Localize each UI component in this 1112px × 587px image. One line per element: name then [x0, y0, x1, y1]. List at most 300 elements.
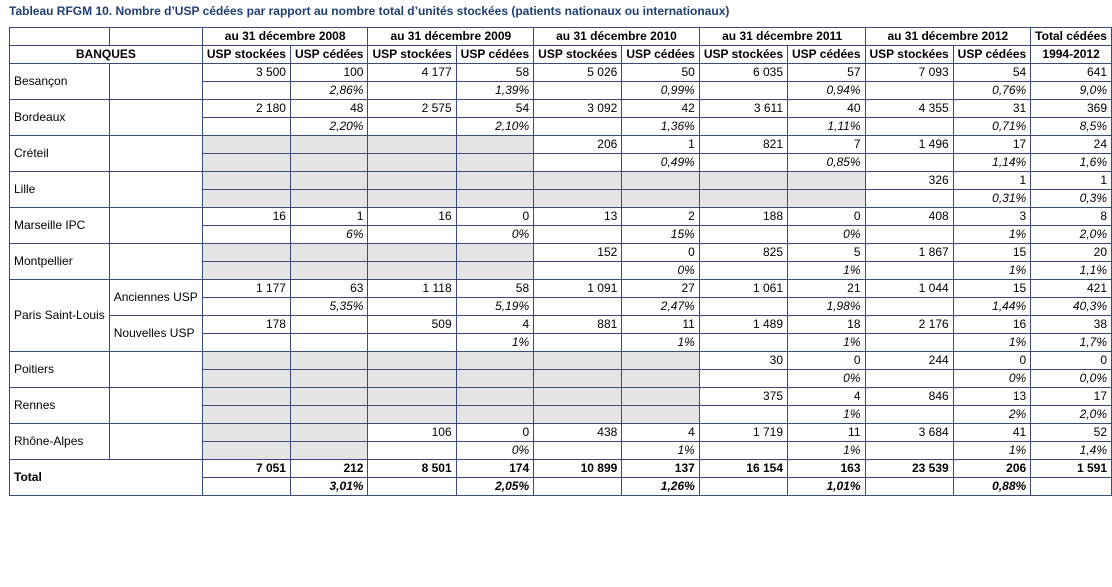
percent-cell: [865, 118, 953, 136]
stockees-header: USP stockées: [534, 46, 622, 64]
percent-cell: 1%: [953, 226, 1031, 244]
percent-cell: 0%: [953, 370, 1031, 388]
percent-cell: 1%: [953, 442, 1031, 460]
value-cell: [290, 424, 368, 442]
value-cell: [290, 316, 368, 334]
percent-cell: 1,44%: [953, 298, 1031, 316]
value-cell: 0: [788, 208, 866, 226]
value-cell: [456, 388, 534, 406]
total-value-cell: 16 154: [699, 460, 787, 478]
sub-label: [109, 64, 202, 100]
year-header-2012: au 31 décembre 2012: [865, 28, 1031, 46]
percent-cell: [202, 82, 290, 100]
percent-cell: 1%: [456, 334, 534, 352]
value-cell: 63: [290, 280, 368, 298]
stockees-header: USP stockées: [699, 46, 787, 64]
value-cell: 5: [788, 244, 866, 262]
value-cell: 40: [788, 100, 866, 118]
value-cell: 15: [953, 244, 1031, 262]
year-header-2009: au 31 décembre 2009: [368, 28, 534, 46]
total-value-cell: 23 539: [865, 460, 953, 478]
percent-cell: 2,10%: [456, 118, 534, 136]
percent-cell: 1%: [953, 334, 1031, 352]
value-cell: [290, 352, 368, 370]
percent-cell: [368, 118, 456, 136]
stockees-header: USP stockées: [202, 46, 290, 64]
percent-cell: [290, 442, 368, 460]
percent-cell: [699, 118, 787, 136]
value-cell: 1 061: [699, 280, 787, 298]
value-cell: 244: [865, 352, 953, 370]
value-cell: 178: [202, 316, 290, 334]
percent-cell: 2,0%: [1031, 406, 1112, 424]
value-cell: 408: [865, 208, 953, 226]
value-cell: 41: [953, 424, 1031, 442]
percent-cell: [699, 226, 787, 244]
value-cell: 0: [622, 244, 700, 262]
table-row: [10, 172, 1112, 190]
usp-table: [9, 27, 1112, 496]
percent-cell: [368, 370, 456, 388]
percent-cell: [202, 334, 290, 352]
percent-cell: [290, 262, 368, 280]
total-header: Total cédées: [1031, 28, 1112, 46]
value-cell: 1 489: [699, 316, 787, 334]
value-cell: 27: [622, 280, 700, 298]
percent-cell: 1,4%: [1031, 442, 1112, 460]
percent-cell: [202, 442, 290, 460]
percent-cell: 1,6%: [1031, 154, 1112, 172]
percent-cell: [202, 190, 290, 208]
percent-cell: [699, 154, 787, 172]
value-cell: [534, 172, 622, 190]
total-value-cell: 163: [788, 460, 866, 478]
percent-cell: [456, 154, 534, 172]
percent-cell: 15%: [622, 226, 700, 244]
table-row: [10, 208, 1112, 226]
value-cell: 3: [953, 208, 1031, 226]
percent-cell: [368, 406, 456, 424]
value-cell: [368, 136, 456, 154]
value-cell: 1 177: [202, 280, 290, 298]
header-empty-cell: [10, 28, 110, 46]
percent-cell: [368, 298, 456, 316]
sub-label: [109, 424, 202, 460]
year-header-2011: au 31 décembre 2011: [699, 28, 865, 46]
value-cell: 2: [622, 208, 700, 226]
percent-cell: 0,0%: [1031, 370, 1112, 388]
value-cell: 1 867: [865, 244, 953, 262]
cedees-header: USP cédées: [953, 46, 1031, 64]
bank-name: Lille: [10, 172, 110, 208]
percent-cell: 0,49%: [622, 154, 700, 172]
total-value-cell: 137: [622, 460, 700, 478]
percent-cell: [865, 406, 953, 424]
bank-name: Poitiers: [10, 352, 110, 388]
value-cell: 57: [788, 64, 866, 82]
percent-cell: [368, 334, 456, 352]
percent-cell: [699, 298, 787, 316]
value-cell: 16: [368, 208, 456, 226]
percent-cell: [534, 154, 622, 172]
percent-cell: 40,3%: [1031, 298, 1112, 316]
value-cell: [622, 388, 700, 406]
percent-cell: [456, 406, 534, 424]
value-cell: [788, 172, 866, 190]
percent-cell: [202, 406, 290, 424]
total-label: Total: [10, 460, 203, 496]
percent-cell: [368, 154, 456, 172]
year-header-2010: au 31 décembre 2010: [534, 28, 700, 46]
value-cell: 11: [788, 424, 866, 442]
value-cell: [202, 136, 290, 154]
value-cell: 0: [456, 208, 534, 226]
value-cell: 15: [953, 280, 1031, 298]
value-cell: [290, 244, 368, 262]
value-cell: [202, 388, 290, 406]
value-cell: [202, 352, 290, 370]
value-cell: 48: [290, 100, 368, 118]
value-cell: 2 180: [202, 100, 290, 118]
sub-label: [109, 100, 202, 136]
value-cell: 54: [953, 64, 1031, 82]
percent-cell: [865, 334, 953, 352]
sub-label: [109, 352, 202, 388]
percent-cell: [290, 154, 368, 172]
value-cell: [622, 172, 700, 190]
percent-cell: [699, 262, 787, 280]
stockees-header: USP stockées: [865, 46, 953, 64]
percent-cell: 1,39%: [456, 82, 534, 100]
total-row: [10, 460, 1112, 478]
percent-cell: 1%: [622, 442, 700, 460]
value-cell: 21: [788, 280, 866, 298]
value-cell: 2 176: [865, 316, 953, 334]
percent-cell: 0,85%: [788, 154, 866, 172]
percent-cell: [534, 334, 622, 352]
total-percent-cell: [368, 478, 456, 496]
percent-cell: [622, 370, 700, 388]
value-cell: 821: [699, 136, 787, 154]
percent-cell: 0,76%: [953, 82, 1031, 100]
value-cell: [622, 352, 700, 370]
percent-cell: 0%: [788, 370, 866, 388]
value-cell: 54: [456, 100, 534, 118]
percent-cell: [368, 82, 456, 100]
value-cell: 1 118: [368, 280, 456, 298]
total-value-cell: 174: [456, 460, 534, 478]
cedees-header: USP cédées: [622, 46, 700, 64]
percent-cell: 2%: [953, 406, 1031, 424]
percent-cell: 0,31%: [953, 190, 1031, 208]
percent-cell: [534, 298, 622, 316]
percent-cell: [865, 154, 953, 172]
value-cell: 3 500: [202, 64, 290, 82]
cedees-header: USP cédées: [456, 46, 534, 64]
percent-cell: [699, 190, 787, 208]
bank-name: Créteil: [10, 136, 110, 172]
value-cell: 1: [1031, 172, 1112, 190]
value-cell: [456, 244, 534, 262]
percent-cell: 2,47%: [622, 298, 700, 316]
percent-cell: [368, 262, 456, 280]
percent-cell: [368, 190, 456, 208]
total-value-cell: 7 051: [202, 460, 290, 478]
value-cell: 438: [534, 424, 622, 442]
percent-cell: [456, 262, 534, 280]
value-cell: 1 044: [865, 280, 953, 298]
value-cell: 1 091: [534, 280, 622, 298]
value-cell: [290, 136, 368, 154]
value-cell: 17: [1031, 388, 1112, 406]
total-value-cell: 10 899: [534, 460, 622, 478]
value-cell: 0: [788, 352, 866, 370]
value-cell: 3 684: [865, 424, 953, 442]
value-cell: 421: [1031, 280, 1112, 298]
total-percent-cell: 0,88%: [953, 478, 1031, 496]
total-percent-cell: [699, 478, 787, 496]
percent-cell: [788, 190, 866, 208]
value-cell: 188: [699, 208, 787, 226]
total-percent-cell: 1,01%: [788, 478, 866, 496]
value-cell: 24: [1031, 136, 1112, 154]
value-cell: [456, 136, 534, 154]
percent-cell: 5,35%: [290, 298, 368, 316]
stockees-header: USP stockées: [368, 46, 456, 64]
table-row: [10, 136, 1112, 154]
percent-cell: [534, 406, 622, 424]
percent-cell: 1,11%: [788, 118, 866, 136]
value-cell: 58: [456, 280, 534, 298]
percent-cell: [290, 334, 368, 352]
percent-cell: [865, 298, 953, 316]
value-cell: 0: [1031, 352, 1112, 370]
percent-cell: [622, 406, 700, 424]
sub-label: [109, 172, 202, 208]
value-cell: 5 026: [534, 64, 622, 82]
bank-name: Rhône-Alpes: [10, 424, 110, 460]
percent-cell: 0,94%: [788, 82, 866, 100]
percent-cell: 1%: [788, 406, 866, 424]
bank-name: Marseille IPC: [10, 208, 110, 244]
table-body: [10, 64, 1112, 496]
header-row-years: [10, 28, 1112, 46]
value-cell: 825: [699, 244, 787, 262]
value-cell: 58: [456, 64, 534, 82]
value-cell: 16: [202, 208, 290, 226]
value-cell: [202, 172, 290, 190]
percent-cell: 5,19%: [456, 298, 534, 316]
percent-cell: [622, 190, 700, 208]
value-cell: 4 355: [865, 100, 953, 118]
percent-cell: 0%: [456, 442, 534, 460]
value-cell: 0: [953, 352, 1031, 370]
value-cell: [699, 172, 787, 190]
banques-header: BANQUES: [10, 46, 203, 64]
table-row: [10, 352, 1112, 370]
percent-cell: [865, 190, 953, 208]
value-cell: 881: [534, 316, 622, 334]
percent-cell: 1%: [788, 334, 866, 352]
value-cell: 7 093: [865, 64, 953, 82]
bank-name: Paris Saint-Louis: [10, 280, 110, 352]
percent-cell: [202, 118, 290, 136]
percent-cell: [202, 226, 290, 244]
value-cell: 50: [622, 64, 700, 82]
value-cell: 4 177: [368, 64, 456, 82]
value-cell: [534, 388, 622, 406]
bank-name: Besançon: [10, 64, 110, 100]
cedees-header: USP cédées: [788, 46, 866, 64]
sub-label: [109, 208, 202, 244]
percent-cell: [456, 190, 534, 208]
percent-cell: 0%: [788, 226, 866, 244]
total-percent-cell: 3,01%: [290, 478, 368, 496]
value-cell: [290, 172, 368, 190]
value-cell: 1: [622, 136, 700, 154]
percent-cell: [699, 82, 787, 100]
percent-cell: 1%: [622, 334, 700, 352]
value-cell: 375: [699, 388, 787, 406]
cedees-header: USP cédées: [290, 46, 368, 64]
total-percent-cell: [202, 478, 290, 496]
table-caption: Tableau RFGM 10. Nombre d’USP cédées par rapport au nombre total d’unités stockées (patients nationaux ou internationaux): [9, 4, 730, 18]
value-cell: [456, 172, 534, 190]
total-percent-cell: 1,26%: [622, 478, 700, 496]
percent-cell: [368, 226, 456, 244]
percent-cell: 6%: [290, 226, 368, 244]
table-row: [10, 280, 1112, 298]
percent-cell: [290, 190, 368, 208]
percent-cell: [290, 406, 368, 424]
value-cell: 16: [953, 316, 1031, 334]
percent-cell: 9,0%: [1031, 82, 1112, 100]
total-percent-cell: [534, 478, 622, 496]
value-cell: 3 092: [534, 100, 622, 118]
value-cell: 38: [1031, 316, 1112, 334]
value-cell: [534, 352, 622, 370]
value-cell: 1: [290, 208, 368, 226]
sub-label: [109, 388, 202, 424]
value-cell: 206: [534, 136, 622, 154]
table-row: [10, 424, 1112, 442]
percent-cell: [534, 118, 622, 136]
percent-cell: [368, 442, 456, 460]
header-row-sub: [10, 46, 1112, 64]
percent-cell: 1%: [788, 442, 866, 460]
percent-cell: [456, 370, 534, 388]
value-cell: 100: [290, 64, 368, 82]
value-cell: [290, 388, 368, 406]
percent-cell: [865, 226, 953, 244]
value-cell: 13: [953, 388, 1031, 406]
percent-cell: [865, 262, 953, 280]
percent-cell: 1%: [788, 262, 866, 280]
bank-name: Bordeaux: [10, 100, 110, 136]
percent-cell: 1%: [953, 262, 1031, 280]
percent-cell: 0%: [456, 226, 534, 244]
percent-cell: [865, 442, 953, 460]
percent-cell: [699, 406, 787, 424]
value-cell: [368, 352, 456, 370]
total-value-cell: 1 591: [1031, 460, 1112, 478]
total-percent-cell: [1031, 478, 1112, 496]
value-cell: 3 611: [699, 100, 787, 118]
value-cell: 1 719: [699, 424, 787, 442]
value-cell: 152: [534, 244, 622, 262]
percent-cell: 1,36%: [622, 118, 700, 136]
value-cell: 13: [534, 208, 622, 226]
value-cell: 8: [1031, 208, 1112, 226]
table-row: [10, 388, 1112, 406]
value-cell: 4: [622, 424, 700, 442]
percent-cell: [865, 82, 953, 100]
table-row: [10, 316, 1112, 334]
value-cell: [202, 244, 290, 262]
percent-cell: [534, 442, 622, 460]
percent-cell: 0,71%: [953, 118, 1031, 136]
value-cell: [368, 172, 456, 190]
percent-cell: [290, 370, 368, 388]
table-row: [10, 100, 1112, 118]
value-cell: [202, 424, 290, 442]
bank-name: Rennes: [10, 388, 110, 424]
total-percent-cell: [865, 478, 953, 496]
value-cell: 2 575: [368, 100, 456, 118]
total-value-cell: 212: [290, 460, 368, 478]
value-cell: 4: [788, 388, 866, 406]
percent-cell: 1,98%: [788, 298, 866, 316]
sub-label: Nouvelles USP: [109, 316, 202, 352]
percent-cell: [699, 334, 787, 352]
value-cell: 1: [953, 172, 1031, 190]
value-cell: 18: [788, 316, 866, 334]
percent-cell: 2,20%: [290, 118, 368, 136]
value-cell: 42: [622, 100, 700, 118]
value-cell: 20: [1031, 244, 1112, 262]
value-cell: 31: [953, 100, 1031, 118]
value-cell: 106: [368, 424, 456, 442]
value-cell: [368, 388, 456, 406]
percent-cell: [534, 82, 622, 100]
percent-cell: 8,5%: [1031, 118, 1112, 136]
percent-cell: 1,7%: [1031, 334, 1112, 352]
total-percent-cell: 2,05%: [456, 478, 534, 496]
value-cell: 52: [1031, 424, 1112, 442]
sub-label: Anciennes USP: [109, 280, 202, 316]
percent-cell: [202, 298, 290, 316]
percent-cell: [534, 190, 622, 208]
value-cell: 326: [865, 172, 953, 190]
total-value-cell: 8 501: [368, 460, 456, 478]
header-empty-cell: [109, 28, 202, 46]
value-cell: 11: [622, 316, 700, 334]
value-cell: 30: [699, 352, 787, 370]
table-row: [10, 244, 1112, 262]
value-cell: 0: [456, 424, 534, 442]
percent-cell: [202, 262, 290, 280]
percent-cell: 2,0%: [1031, 226, 1112, 244]
sub-label: [109, 136, 202, 172]
percent-cell: [534, 262, 622, 280]
bank-name: Montpellier: [10, 244, 110, 280]
percent-cell: [534, 226, 622, 244]
year-header-2008: au 31 décembre 2008: [202, 28, 368, 46]
percent-cell: [865, 370, 953, 388]
percent-cell: [699, 370, 787, 388]
period-header: 1994-2012: [1031, 46, 1112, 64]
value-cell: [456, 352, 534, 370]
